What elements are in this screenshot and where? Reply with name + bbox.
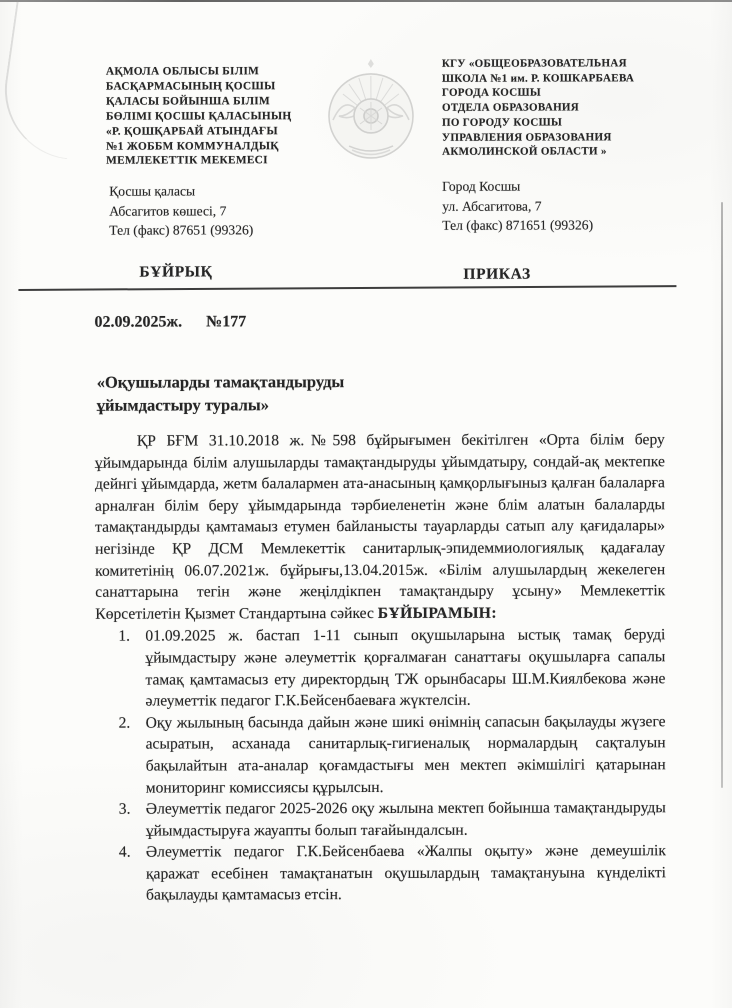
preamble-text: ҚР БҒМ 31.10.2018 ж.№598 бұйрығымен бекітілген «Орта білім беру ұйымдарында білім алушыларды тамақтандыруды ұйымдатыру, сондай-ақ мектепке дейнгі ұйымдарда, жетм балалармен ата-анасының қамқорлығыныз қалған балаларға арналған білім беру ұйымдарында тәрбиеленетін және блім алатын балаларды тамақтандырды қамтамаыз етумен байланысты тауарларды сатып алу қағидалары» негізінде ҚР ДСМ Мемлекеттік санитарлық-эпидеммиологиялық қадағалау комитетінің 06.07.2021ж. бұйрығы,13.04.2015ж. «Білім алушылардың жекелеген санаттарына тегін және жеңілдікпен тамақтандыру ұсыну» Мемлекеттік Көрсетілетін Қызмет Стандартына сәйкес <box>94 431 666 623</box>
item-text: Әлеуметтік педагог Г.К.Бейсенбаева «Жалпы оқыту» және демеушілік қаражат есебінен тамақтанатын оқушылардың тамақтануына күнделікті бақылауды қамтамасыз етсін. <box>145 842 666 905</box>
item-text: 01.09.2025 ж. бастап 1-11 сынып оқушыларына ыстық тамақ беруді ұйымдастыру және әлеуметтік қорғалмаған санаттағы оқушыларға сапалы тамақ қамтамасыз ету директордың ТЖ орынбасары Ш.М.Киялбекова және әлеуметтік педагог Г.К.Бейсенбаеваға жүктелсін. <box>145 626 666 710</box>
address-russian: Город Косшы ул. Абсагитова, 7 Тел (факс) 871651 (99326) <box>442 178 594 233</box>
order-date-number <box>95 313 247 331</box>
item-text: Әлеуметтік педагог 2025-2026 оқу жылына мектеп бойынша тамақтандыруды ұйымдастыруға жауапты болып тағайындалсын. <box>145 799 666 840</box>
directive-item-3 <box>96 797 666 842</box>
directive-item-2 <box>96 711 666 799</box>
order-subject-title: «Оқушыларды тамақтандыруды ұйымдастыру туралы» <box>96 372 345 415</box>
address-kazakh: Қосшы қаласы Абсагитов көшесі, 7 Тел (факс) 87651 (99326) <box>109 183 254 238</box>
item-text: Оқу жылының басында дайын және шикі өнімнің сапасын бақылауды жүзеге асыратын, асханада санитарлық-гигиеналық нормалардың сақталуын бақылайтын ата-аналар қоғамдастығы мен мектеп әкімшілігі қатарынан мониторинг комиссиясы құрылсын. <box>145 712 666 797</box>
directive-item-4 <box>96 840 666 906</box>
order-heading-kazakh: БҰЙРЫҚ <box>139 263 213 281</box>
order-body <box>95 429 666 907</box>
letterhead-divider-rule <box>18 285 676 291</box>
resolution-word: БҰЙЫРАМЫН: <box>377 604 497 622</box>
directive-item-1 <box>95 625 665 713</box>
item-number: 1. <box>118 627 131 645</box>
org-name-russian: КГУ «ОБЩЕОБРАЗОВАТЕЛЬНАЯ ШКОЛА №1 им. Р. КОШКАРБАЕВА ГОРОДА КОСШЫ ОТДЕЛА ОБРАЗОВАНИЯ ПО ГОРОДУ КОСШЫ УПРАВЛЕНИЯ ОБРАЗОВАНИЯ АКМОЛИНСКОЙ ОБЛАСТИ » <box>441 57 635 159</box>
org-name-kazakh: АҚМОЛА ОБЛЫСЫ БІЛІМ БАСҚАРМАСЫНЫҢ ҚОСШЫ ҚАЛАСЫ БОЙЫНША БІЛІМ БӨЛІМІ ҚОСШЫ ҚАЛАСЫНЫҢ «Р. ҚОШҚАРБАЙ АТЫНДАҒЫ №1 ЖОББМ КОММУНАЛДЫҚ МЕМЛЕКЕТТІК МЕКЕМЕСІ <box>105 65 292 168</box>
item-number: 4. <box>118 843 131 861</box>
kazakhstan-emblem-icon <box>319 58 423 170</box>
order-preamble <box>95 429 666 625</box>
item-number: 2. <box>118 714 131 732</box>
directive-list <box>95 625 666 907</box>
order-heading-russian: ПРИКАЗ <box>463 265 531 283</box>
item-number: 3. <box>118 800 131 818</box>
order-number: №177 <box>206 313 247 331</box>
order-date: 02.09.2025ж. <box>94 313 183 331</box>
